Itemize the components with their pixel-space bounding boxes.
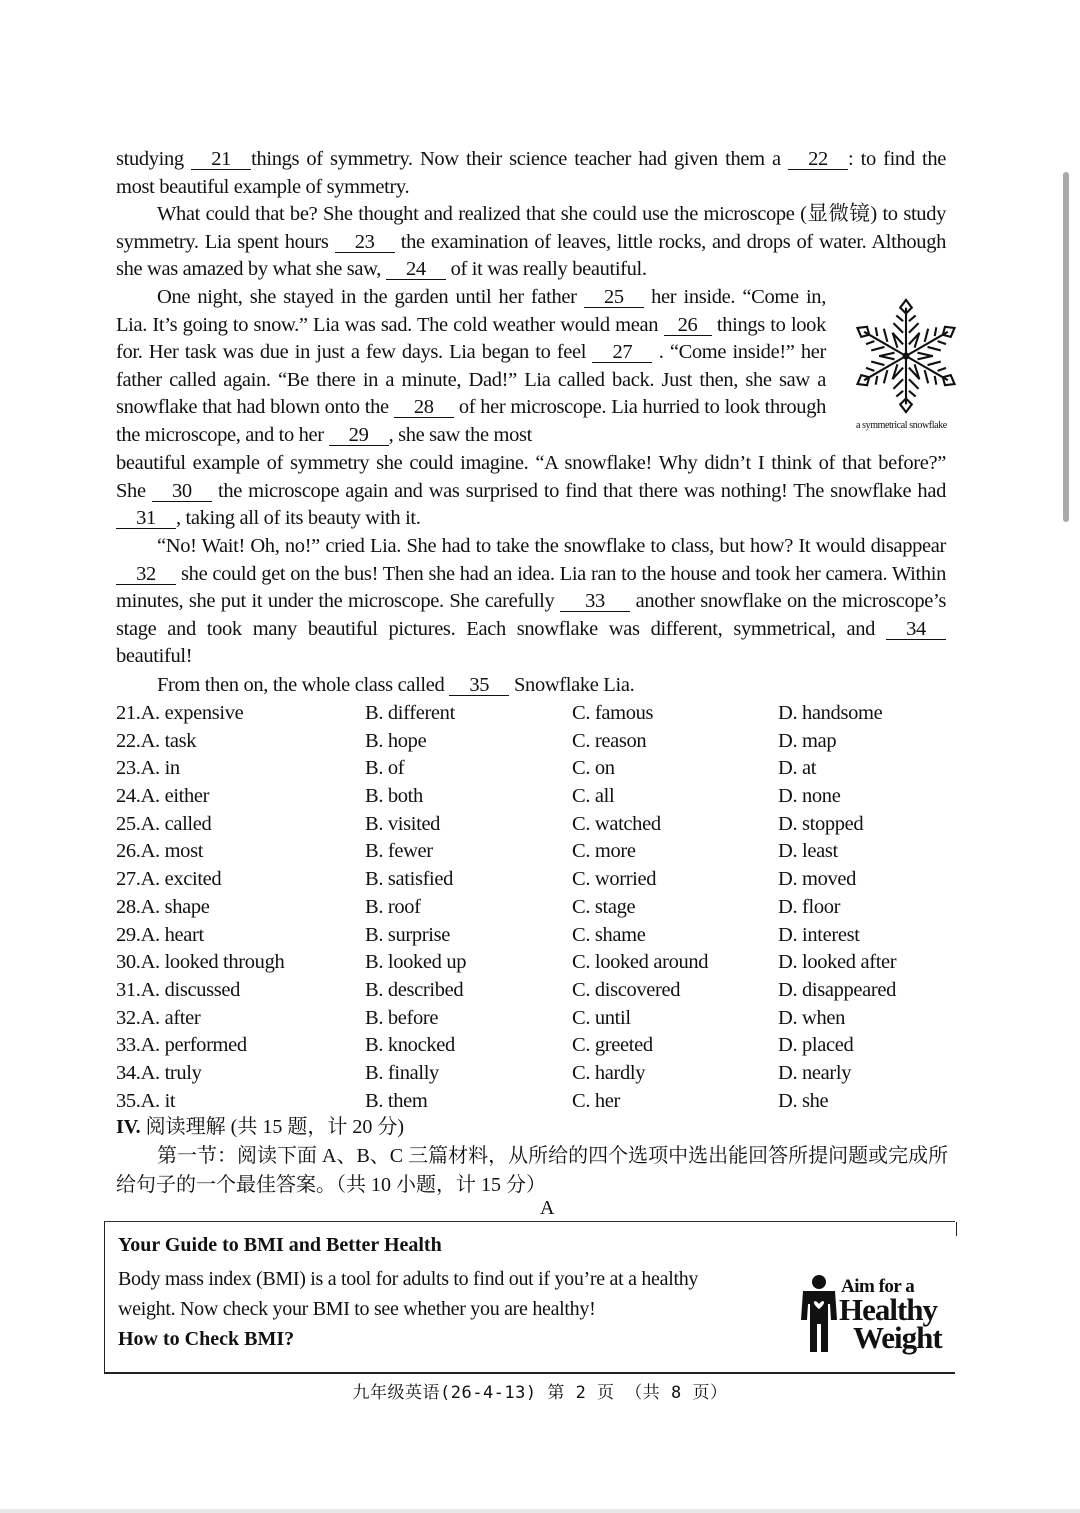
- text: of it was really beautiful.: [450, 258, 647, 281]
- option-a: 29.A. heart: [116, 923, 204, 946]
- text: the microscope again and was surprised to find that there was nothing! The snowflake had: [217, 479, 946, 502]
- option-row-26: [116, 838, 946, 866]
- option-a: 27.A. excited: [116, 868, 222, 891]
- option-a: 21.A. expensive: [116, 702, 244, 724]
- section-iv: [116, 1113, 956, 1200]
- option-d: D. floor: [778, 895, 841, 918]
- blank-32: 32: [116, 564, 176, 585]
- text: beautiful!: [116, 645, 193, 668]
- option-b: B. looked up: [365, 951, 467, 974]
- option-d: D. disappeared: [778, 978, 897, 1001]
- figure-caption: a symmetrical snowflake: [856, 420, 947, 431]
- option-row-35: [116, 1088, 946, 1116]
- blank-25: 25: [584, 287, 644, 308]
- text: One night, she stayed in the garden until her father: [157, 286, 577, 308]
- option-c: C. discovered: [572, 978, 681, 1001]
- blank-30: 30: [152, 481, 212, 502]
- option-c: C. shame: [572, 923, 646, 946]
- blank-23: 23: [335, 232, 395, 253]
- option-row-22: [116, 728, 946, 756]
- blank-34: 34: [886, 619, 946, 640]
- bmi-passage-box: [104, 1221, 955, 1374]
- option-a: 28.A. shape: [116, 895, 210, 918]
- option-b: B. fewer: [365, 840, 433, 863]
- option-c: C. stage: [572, 895, 636, 918]
- option-c: C. greeted: [572, 1034, 653, 1057]
- option-d: D. none: [778, 785, 841, 808]
- option-a: 31.A. discussed: [116, 978, 241, 1001]
- option-row-31: [116, 977, 946, 1005]
- option-row-29: [116, 922, 946, 950]
- section-instruction: 第一节：阅读下面 A、B、C 三篇材料，从所给的四个选项中选出能回答所提问题或完成所给句子的一个最佳答案。（共 10 小题，计 15 分）: [116, 1145, 949, 1196]
- text: Snowflake Lia.: [514, 674, 635, 696]
- option-a: 35.A. it: [116, 1089, 176, 1112]
- option-b: B. roof: [365, 895, 421, 918]
- text: . “Come inside!” her father called again. “Be there in a minute, Dad!” Lia called back. Just then, she saw a snowflake that had blown onto the: [116, 341, 826, 419]
- text: the examination of leaves, little rocks, and drops of water. Although she was amazed by what she saw,: [116, 230, 946, 281]
- blank-31: 31: [116, 508, 176, 529]
- option-c: C. worried: [572, 868, 657, 891]
- cloze-paragraph-4: [116, 450, 946, 533]
- section-heading: [116, 1113, 956, 1142]
- options-list: [116, 700, 946, 1115]
- option-row-34: [116, 1060, 946, 1088]
- option-a: 25.A. called: [116, 812, 212, 835]
- option-c: C. on: [572, 757, 615, 780]
- blank-24: 24: [386, 259, 446, 280]
- option-d: D. stopped: [778, 812, 864, 835]
- option-row-24: [116, 783, 946, 811]
- bmi-body: Body mass index (BMI) is a tool for adults to find out if you’re at a healthy weight. Now check your BMI to see whether you are healthy!: [118, 1268, 699, 1320]
- option-a: 33.A. performed: [116, 1034, 247, 1057]
- cloze-paragraph-2: [116, 201, 946, 284]
- option-row-21: [116, 700, 946, 728]
- option-b: B. of: [365, 757, 405, 780]
- cloze-paragraph-6: [116, 672, 946, 700]
- blank-21: 21: [191, 149, 251, 170]
- blank-33: 33: [560, 591, 630, 612]
- option-d: D. placed: [778, 1034, 854, 1057]
- option-d: D. nearly: [778, 1061, 852, 1084]
- blank-26: 26: [664, 315, 712, 336]
- text: things of symmetry. Now their science teacher had given them a: [251, 148, 781, 170]
- option-b: B. both: [365, 785, 423, 808]
- text: : to find the most beautiful example of symmetry.: [116, 148, 946, 198]
- option-d: D. at: [778, 757, 817, 780]
- option-row-25: [116, 811, 946, 839]
- healthy-weight-logo: [797, 1270, 957, 1360]
- option-a: 26.A. most: [116, 840, 204, 863]
- text: beautiful example of symmetry she could imagine. “A snowflake! Why didn’t I think of that before?” She: [116, 452, 946, 502]
- text: studying: [116, 148, 184, 170]
- logo-line-1: Aim for a: [841, 1276, 915, 1297]
- option-b: B. knocked: [365, 1034, 455, 1057]
- option-a: 30.A. looked through: [116, 951, 285, 974]
- option-d: D. least: [778, 840, 838, 863]
- page-footer: 九年级英语(26-4-13) 第 2 页 （共 8 页）: [352, 1383, 728, 1403]
- blank-28: 28: [394, 397, 454, 418]
- option-a: 34.A. truly: [116, 1061, 202, 1084]
- logo-line-2: Healthy: [839, 1292, 938, 1327]
- blank-22: 22: [788, 149, 848, 170]
- option-b: B. visited: [365, 812, 441, 835]
- text: she could get on the bus! Then she had an idea. Lia ran to the house and took her camera. Within minutes, she put it under the microscope. She carefully: [116, 562, 946, 613]
- person-heart-icon: [797, 1274, 841, 1354]
- text: another snowflake on the microscope’s stage and took many beautiful pictures. Each snowflake was different, symmetrical, and: [116, 590, 946, 640]
- text: her inside. “Come in, Lia. It’s going to snow.” Lia was sad. The cold weather would mean: [116, 286, 826, 336]
- option-c: C. her: [572, 1089, 620, 1112]
- cloze-paragraph-3: [116, 284, 826, 450]
- section-number: IV.: [116, 1116, 141, 1138]
- passage-label: A: [540, 1197, 555, 1219]
- option-row-30: [116, 949, 946, 977]
- text: , taking all of its beauty with it.: [176, 507, 421, 530]
- option-row-33: [116, 1032, 946, 1060]
- option-c: C. reason: [572, 729, 647, 752]
- option-b: B. different: [365, 702, 455, 724]
- option-a: 24.A. either: [116, 785, 210, 808]
- option-c: C. all: [572, 785, 615, 808]
- option-d: D. she: [778, 1089, 829, 1112]
- option-c: C. until: [572, 1006, 631, 1029]
- option-d: D. map: [778, 729, 837, 752]
- text: “No! Wait! Oh, no!” cried Lia. She had to take the snowflake to class, but how? It would disappear: [157, 535, 946, 557]
- text: things to look for. Her task was due in just a few days. Lia began to feel: [116, 313, 826, 364]
- blank-29: 29: [329, 425, 389, 446]
- page-bottom-edge: [0, 1509, 1080, 1513]
- option-d: D. moved: [778, 868, 857, 891]
- vertical-scrollbar[interactable]: [1063, 172, 1069, 522]
- option-a: 22.A. task: [116, 729, 197, 752]
- text: , she saw the most: [388, 423, 533, 446]
- logo-line-3: Weight: [853, 1320, 942, 1355]
- option-d: D. when: [778, 1006, 846, 1029]
- option-b: B. satisfied: [365, 868, 454, 891]
- option-row-23: [116, 755, 946, 783]
- option-row-27: [116, 866, 946, 894]
- cloze-paragraph-5: [116, 533, 946, 671]
- blank-35: 35: [449, 675, 509, 696]
- bmi-title: Your Guide to BMI and Better Health: [118, 1234, 442, 1256]
- option-b: B. described: [365, 978, 464, 1001]
- section-title: 阅读理解 (共 15 题，计 20 分): [145, 1116, 404, 1138]
- option-c: C. watched: [572, 812, 661, 835]
- snowflake-icon: [848, 296, 964, 416]
- bmi-subheading: How to Check BMI?: [118, 1328, 295, 1350]
- option-d: D. looked after: [778, 951, 897, 974]
- text: of her microscope. Lia hurried to look through the microscope, and to her: [116, 396, 826, 446]
- option-row-28: [116, 894, 946, 922]
- option-a: 23.A. in: [116, 757, 180, 780]
- blank-27: 27: [592, 342, 652, 363]
- option-b: B. hope: [365, 729, 427, 752]
- option-c: C. hardly: [572, 1061, 646, 1084]
- option-d: D. handsome: [778, 702, 883, 724]
- option-b: B. surprise: [365, 923, 450, 946]
- text: From then on, the whole class called: [157, 674, 445, 696]
- option-b: B. them: [365, 1089, 428, 1112]
- option-a: 32.A. after: [116, 1006, 201, 1029]
- option-c: C. more: [572, 840, 636, 863]
- option-d: D. interest: [778, 923, 860, 946]
- option-b: B. before: [365, 1006, 439, 1029]
- option-row-32: [116, 1005, 946, 1033]
- text: What could that be? She thought and realized that she could use the microscope (显微镜) to study symmetry. Lia spent hours: [116, 203, 946, 253]
- option-c: C. famous: [572, 702, 654, 724]
- option-b: B. finally: [365, 1061, 439, 1084]
- option-c: C. looked around: [572, 951, 709, 974]
- cloze-paragraph-1: [116, 146, 946, 201]
- box-edge: [956, 1222, 958, 1236]
